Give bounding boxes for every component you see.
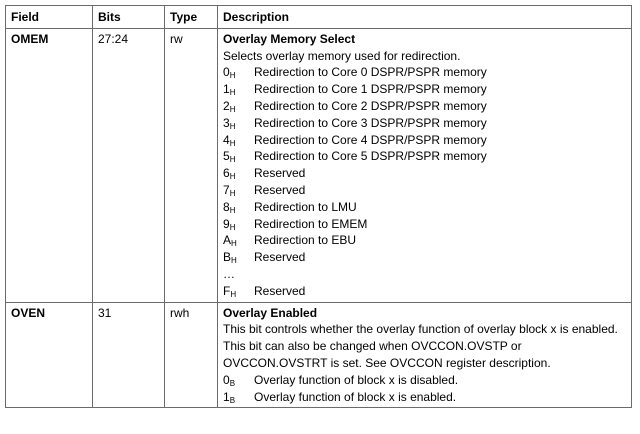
description-text: This bit controls whether the overlay function of overlay block x is enabled. [223, 322, 618, 337]
encoding-item [223, 372, 626, 389]
encoding-item [223, 132, 626, 149]
field-name: OVEN [6, 302, 93, 408]
encoding-text: Redirection to EBU [254, 233, 357, 248]
encoding-key: $3_H$ [223, 115, 236, 131]
encoding-key: $1_H$ [223, 82, 236, 98]
encoding-item [223, 115, 626, 132]
encoding-key: $8_H$ [223, 199, 236, 215]
encoding-text: Reserved [254, 182, 306, 197]
field-bits: 27:24 [93, 28, 165, 302]
encoding-item [223, 283, 626, 300]
encoding-text: Reserved [254, 166, 306, 181]
encoding-text: Reserved [254, 250, 306, 265]
encoding-key: … [223, 266, 235, 281]
field-description [218, 28, 632, 302]
encoding-key: $5_H$ [223, 149, 236, 165]
encoding-item [223, 98, 626, 115]
encoding-key: $1_B$ [223, 389, 236, 405]
encoding-text: Redirection to Core 3 DSPR/PSPR memory [254, 115, 487, 130]
encoding-item [223, 182, 626, 199]
encoding-text: Overlay function of block x is enabled. [254, 389, 457, 404]
encoding-item [223, 148, 626, 165]
encoding-key: $9_H$ [223, 216, 236, 232]
field-name: OMEM [6, 28, 93, 302]
field-description [218, 302, 632, 408]
encoding-text: Redirection to Core 1 DSPR/PSPR memory [254, 82, 487, 97]
encoding-item [223, 64, 626, 81]
encoding-text: Overlay function of block x is disabled. [254, 372, 459, 387]
table-row-oven [6, 302, 632, 408]
description-title: Overlay Enabled [223, 305, 318, 320]
encoding-text: Reserved [254, 283, 306, 298]
encoding-key: $B_H$ [223, 250, 237, 266]
encoding-key: $4_H$ [223, 132, 236, 148]
encoding-text: Redirection to Core 0 DSPR/PSPR memory [254, 65, 487, 80]
encoding-item [223, 199, 626, 216]
header-description: Description [218, 6, 632, 29]
encoding-item [223, 216, 626, 233]
description-text: Selects overlay memory used for redirection. [223, 48, 461, 63]
encoding-key: $7_H$ [223, 182, 236, 198]
encoding-key: $0_H$ [223, 65, 236, 81]
header-row [6, 6, 632, 29]
encoding-item [223, 389, 626, 406]
description-text: This bit can also be changed when OVCCON.OVSTP or OVCCON.OVSTRT is set. See OVCCON register description. [223, 339, 551, 370]
encoding-key: $2_H$ [223, 98, 236, 114]
encoding-item [223, 232, 626, 249]
field-type: rwh [165, 302, 218, 408]
encoding-item [223, 249, 626, 266]
header-field: Field [6, 6, 93, 29]
header-bits: Bits [93, 6, 165, 29]
field-bits: 31 [93, 302, 165, 408]
encoding-text: Redirection to Core 4 DSPR/PSPR memory [254, 132, 487, 147]
field-type: rw [165, 28, 218, 302]
encoding-text [254, 266, 626, 283]
encoding-text: Redirection to EMEM [254, 216, 368, 231]
encoding-key: $0_B$ [223, 372, 236, 388]
encoding-ellipsis [223, 266, 626, 283]
encoding-text: Redirection to LMU [254, 199, 357, 214]
encoding-item [223, 165, 626, 182]
encoding-key: $6_H$ [223, 166, 236, 182]
encoding-item [223, 81, 626, 98]
header-type: Type [165, 6, 218, 29]
register-field-table-container [5, 5, 631, 408]
register-field-table [5, 5, 632, 408]
encoding-key: $A_H$ [223, 233, 237, 249]
encoding-text: Redirection to Core 2 DSPR/PSPR memory [254, 98, 487, 113]
encoding-key: $F_H$ [223, 283, 237, 299]
table-row-omem [6, 28, 632, 302]
encoding-text: Redirection to Core 5 DSPR/PSPR memory [254, 149, 487, 164]
description-title: Overlay Memory Select [223, 31, 356, 46]
